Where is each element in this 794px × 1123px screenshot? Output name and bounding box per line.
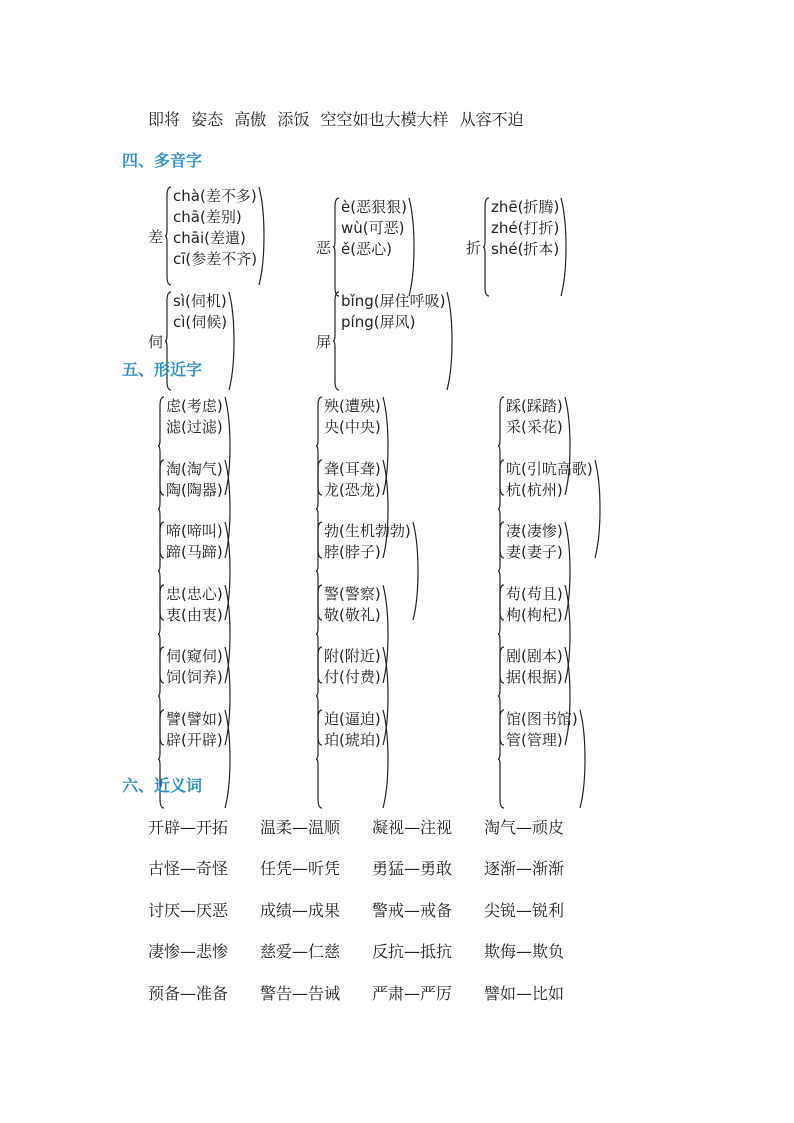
polyphonic-group bbox=[316, 291, 453, 391]
word: 高傲 bbox=[234, 110, 267, 129]
similar-char-pair bbox=[316, 709, 389, 809]
similar-char-entry: 吭(引吭高歌) bbox=[506, 460, 593, 478]
polyphonic-char: 折 bbox=[466, 238, 482, 257]
similar-char-entry: 伺(窥伺) bbox=[166, 647, 223, 665]
synonym-pair: 古怪—奇怪 bbox=[148, 859, 229, 878]
synonym-pair: 勇猛—勇敢 bbox=[372, 859, 453, 878]
left-brace bbox=[316, 709, 323, 809]
right-paren bbox=[224, 709, 231, 809]
similar-char-entry: 殃(遭殃) bbox=[324, 397, 381, 415]
similar-char-entry: 啼(啼叫) bbox=[166, 522, 223, 540]
similar-char-entry: 辟(开辟) bbox=[166, 731, 223, 749]
similar-char-entry: 踩(踩踏) bbox=[506, 397, 563, 415]
similar-char-entry: 饲(饲养) bbox=[166, 668, 223, 686]
polyphonic-group bbox=[316, 197, 415, 297]
polyphonic-char: 差 bbox=[148, 227, 164, 246]
right-paren bbox=[412, 521, 419, 621]
similar-char-entry: 警(警察) bbox=[324, 585, 381, 603]
word: 大模大样 bbox=[384, 110, 449, 129]
left-brace bbox=[483, 197, 490, 297]
synonym-pair: 温柔—温顺 bbox=[260, 818, 341, 837]
synonym-row bbox=[148, 939, 596, 962]
synonym-pair: 开辟—开拓 bbox=[148, 818, 229, 837]
left-brace bbox=[165, 186, 172, 286]
synonym-pair: 逐渐—渐渐 bbox=[484, 859, 565, 878]
similar-char-entry: 妻(妻子) bbox=[506, 543, 563, 561]
right-paren bbox=[382, 709, 389, 809]
synonym-pair: 成绩—成果 bbox=[260, 901, 341, 920]
reading: bǐng(屏住呼吸) bbox=[341, 292, 446, 310]
similar-char-entry: 杭(杭州) bbox=[506, 481, 563, 499]
synonym-pair: 凝视—注视 bbox=[372, 818, 453, 837]
reading: cì(伺候) bbox=[173, 313, 228, 331]
synonym-pair: 反抗—抵抗 bbox=[372, 942, 453, 961]
reading: shé(折本) bbox=[491, 240, 560, 258]
similar-char-entry: 陶(陶器) bbox=[166, 481, 223, 499]
reading: chā(差别) bbox=[173, 208, 242, 226]
synonym-pair: 严肃—严厉 bbox=[372, 984, 453, 1003]
polyphonic-group bbox=[466, 197, 567, 297]
similar-char-entry: 虑(考虑) bbox=[166, 397, 223, 415]
polyphonic-char: 恶 bbox=[316, 238, 332, 257]
similar-char-entry: 龙(恐龙) bbox=[324, 481, 381, 499]
left-brace bbox=[498, 709, 505, 809]
word: 即将 bbox=[148, 110, 181, 129]
left-brace bbox=[333, 291, 340, 391]
similar-char-entry: 聋(耳聋) bbox=[324, 460, 381, 478]
word: 空空如也 bbox=[320, 110, 385, 129]
synonym-pair: 警告—告诫 bbox=[260, 984, 341, 1003]
brace-block bbox=[333, 197, 415, 297]
synonym-pair: 凄惨—悲惨 bbox=[148, 942, 229, 961]
word: 姿态 bbox=[191, 110, 224, 129]
right-paren bbox=[446, 291, 453, 391]
synonym-pair: 警戒—戒备 bbox=[372, 901, 453, 920]
similar-char-entry: 迫(逼迫) bbox=[324, 710, 381, 728]
similar-char-entry: 淘(淘气) bbox=[166, 460, 223, 478]
right-paren bbox=[560, 197, 567, 297]
reading: è(恶狠狠) bbox=[341, 198, 407, 216]
similar-char-entry: 衷(由衷) bbox=[166, 606, 223, 624]
synonym-row bbox=[148, 856, 596, 879]
word-list-line bbox=[148, 107, 530, 130]
word: 添饭 bbox=[277, 110, 310, 129]
synonym-row bbox=[148, 981, 596, 1004]
reading: zhé(打折) bbox=[491, 219, 560, 237]
synonym-row bbox=[148, 815, 596, 838]
reading: ě(恶心) bbox=[341, 240, 392, 258]
similar-char-entry: 管(管理) bbox=[506, 731, 563, 749]
right-paren bbox=[228, 291, 235, 391]
reading: chāi(差遣) bbox=[173, 229, 246, 247]
synonym-pair: 预备—准备 bbox=[148, 984, 229, 1003]
similar-char-entry: 采(采花) bbox=[506, 418, 563, 436]
similar-char-entry: 苟(苟且) bbox=[506, 585, 563, 603]
synonym-pair: 淘气—顽皮 bbox=[484, 818, 565, 837]
similar-char-entry: 珀(琥珀) bbox=[324, 731, 381, 749]
synonym-row bbox=[148, 898, 596, 921]
reading: cī(参差不齐) bbox=[173, 250, 258, 268]
synonym-pair: 任凭—听凭 bbox=[260, 859, 341, 878]
reading: sì(伺机) bbox=[173, 292, 227, 310]
synonym-pair: 欺侮—欺负 bbox=[484, 942, 565, 961]
section-heading-polyphonic: 四、多音字 bbox=[122, 151, 203, 170]
similar-char-entry: 凄(凄惨) bbox=[506, 522, 563, 540]
similar-char-entry: 蹄(马蹄) bbox=[166, 543, 223, 561]
similar-char-entry: 馆(图书馆) bbox=[506, 710, 578, 728]
similar-char-entry: 忠(忠心) bbox=[166, 585, 223, 603]
polyphonic-char: 伺 bbox=[148, 332, 164, 351]
brace-block bbox=[333, 291, 453, 391]
similar-char-entry: 附(附近) bbox=[324, 647, 381, 665]
similar-char-pair bbox=[498, 709, 586, 809]
reading: zhē(折腾) bbox=[491, 198, 560, 216]
right-paren bbox=[594, 459, 601, 559]
left-brace bbox=[333, 197, 340, 297]
similar-char-entry: 央(中央) bbox=[324, 418, 381, 436]
synonym-pair: 譬如—比如 bbox=[484, 984, 565, 1003]
similar-char-entry: 脖(脖子) bbox=[324, 543, 381, 561]
synonym-pair: 尖锐—锐利 bbox=[484, 901, 565, 920]
word: 从容不迫 bbox=[459, 110, 524, 129]
reading: wù(可恶) bbox=[341, 219, 405, 237]
reading: píng(屏风) bbox=[341, 313, 416, 331]
right-paren bbox=[258, 186, 265, 286]
synonym-pair: 慈爱—仁慈 bbox=[260, 942, 341, 961]
right-paren bbox=[408, 197, 415, 297]
similar-char-entry: 敬(敬礼) bbox=[324, 606, 381, 624]
brace-block bbox=[165, 186, 265, 286]
similar-char-entry: 譬(譬如) bbox=[166, 710, 223, 728]
similar-char-entry: 勃(生机勃勃) bbox=[324, 522, 411, 540]
right-paren bbox=[579, 709, 586, 809]
polyphonic-group bbox=[148, 186, 265, 286]
similar-char-entry: 据(根据) bbox=[506, 668, 563, 686]
reading: chà(差不多) bbox=[173, 187, 257, 205]
similar-char-entry: 枸(枸杞) bbox=[506, 606, 563, 624]
similar-char-entry: 剧(剧本) bbox=[506, 647, 563, 665]
synonym-pair: 讨厌—厌恶 bbox=[148, 901, 229, 920]
section-heading-synonyms: 六、近义词 bbox=[122, 776, 203, 795]
similar-char-entry: 付(付费) bbox=[324, 668, 381, 686]
section-heading-similar-chars: 五、形近字 bbox=[122, 360, 203, 379]
brace-block bbox=[483, 197, 567, 297]
similar-char-entry: 滤(过滤) bbox=[166, 418, 223, 436]
polyphonic-char: 屏 bbox=[316, 332, 332, 351]
